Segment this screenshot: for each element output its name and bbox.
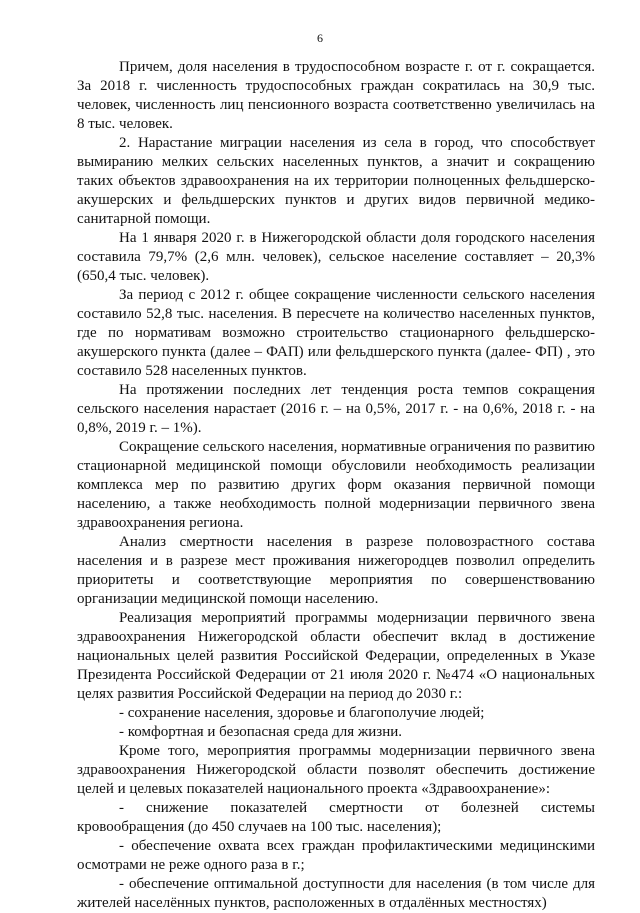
page-number: 6 bbox=[317, 31, 323, 45]
list-item-population: - сохранение населения, здоровье и благополучие людей; bbox=[119, 705, 485, 721]
list-item-mortality-reduction: - снижение показателей смертности от болезней системы кровообращения (до 450 случаев на 100 тыс. населения); bbox=[77, 800, 595, 835]
paragraph-project-targets: Кроме того, мероприятия программы модернизации первичного звена здравоохранения Нижегородской области позволят обеспечить достижение целей и целевых показателей национального проекта «Здравоохранение»: bbox=[77, 743, 595, 797]
paragraph-rural-decline: За период с 2012 г. общее сокращение численности сельского населения составило 52,8 тыс. населения. В пересчете на количество населенных пунктов, где по нормативам возможно строительство стационарного фельдшерско-акушерского пункта (далее – ФАП) или фельдшерского пункта (далее- ФП) , это составило 528 населенных пунктов. bbox=[77, 287, 595, 379]
paragraph-migration: 2. Нарастание миграции населения из села в город, что способствует вымиранию мелких сельских населенных пунктов, а значит и сокращению таких объектов здравоохранения на их территории полноценных фельдшерско-акушерских и фельдшерских пунктов и других видов первичной медико-санитарной помощи. bbox=[77, 135, 595, 227]
paragraph-decline-trend: На протяжении последних лет тенденция роста темпов сокращения сельского населения нарастает (2016 г. – на 0,5%, 2017 г. - на 0,6%, 2018 г. - на 0,8%, 2019 г. – 1%). bbox=[77, 382, 595, 436]
list-item-environment: - комфортная и безопасная среда для жизни. bbox=[119, 724, 403, 740]
paragraph-age-structure: Причем, доля населения в трудоспособном возрасте г. от г. сокращается. За 2018 г. численность трудоспособных граждан сократилась на 30,9 тыс. человек, численность лиц пенсионного возраста соответственно увеличилась на 8 тыс. человек. bbox=[77, 59, 595, 132]
paragraph-national-goals: Реализация мероприятий программы модернизации первичного звена здравоохранения Нижегородской области обеспечит вклад в достижение национальных целей развития Российской Федерации, определенных в Указе Президента Российской Федерации от 21 июля 2020 г. №474 «О национальных целях развития Российской Федерации на период до 2030 г.: bbox=[77, 610, 595, 702]
paragraph-urban-share: На 1 января 2020 г. в Нижегородской области доля городского населения составила 79,7% (2,6 млн. человек), сельское население составляет – 20,3% (650,4 тыс. человек). bbox=[77, 230, 595, 284]
paragraph-mortality-analysis: Анализ смертности населения в разрезе половозрастного состава населения и в разрезе мест проживания нижегородцев позволил определить приоритеты и соответствующие мероприятия по совершенствованию организации медицинской помощи населению. bbox=[77, 534, 595, 607]
list-item-checkups: - обеспечение охвата всех граждан профилактическими медицинскими осмотрами не реже одного раза в г.; bbox=[77, 838, 595, 873]
paragraph-modernization-need: Сокращение сельского населения, нормативные ограничения по развитию стационарной медицинской помощи обусловили необходимость реализации комплекса мер по развитию других форм оказания первичной помощи населению, а также необходимость полной модернизации первичного звена здравоохранения региона. bbox=[77, 439, 595, 531]
document-body bbox=[77, 58, 595, 913]
list-item-accessibility: - обеспечение оптимальной доступности для населения (в том числе для жителей населённых пунктов, расположенных в отдалённых местностях) bbox=[77, 876, 595, 911]
